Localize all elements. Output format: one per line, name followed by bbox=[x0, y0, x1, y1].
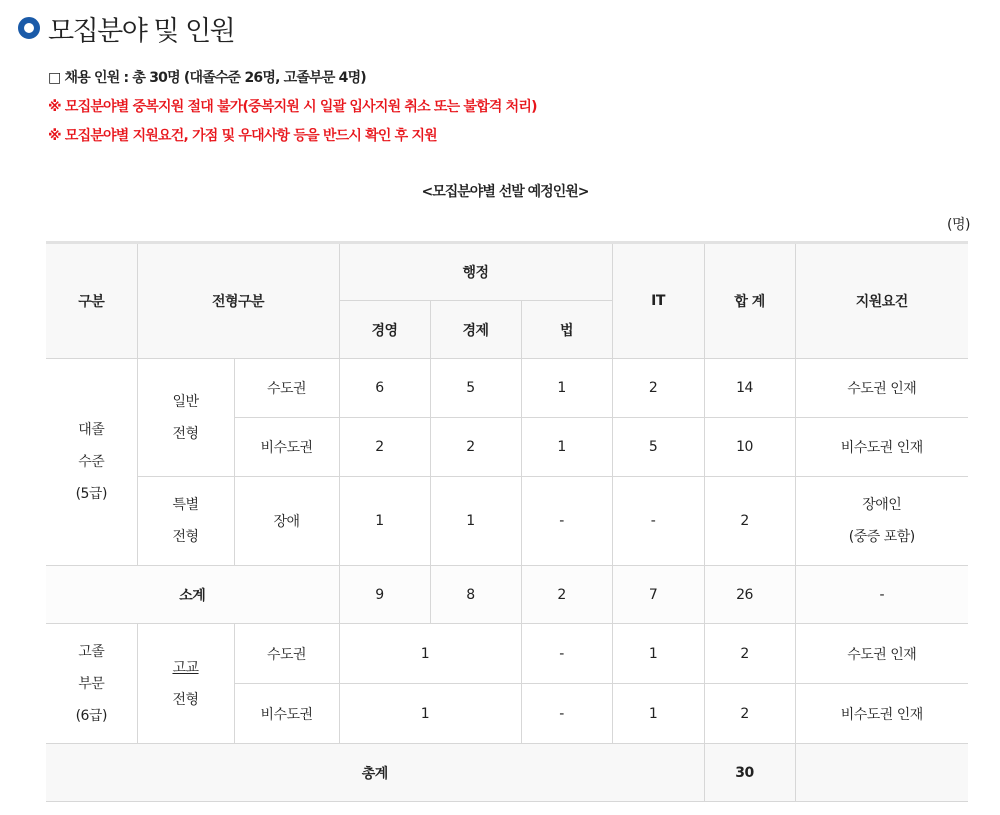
section-title: 모집분야 및 인원 bbox=[48, 15, 235, 47]
table-unit: (명) bbox=[947, 217, 970, 233]
table-caption: <모집분야별 선발 예정인원> bbox=[421, 184, 589, 200]
category-highschool: 고졸 부문 (6급) bbox=[46, 624, 137, 744]
it-cell: 2 bbox=[612, 359, 704, 418]
header-total: 합 계 bbox=[704, 243, 795, 359]
total-cell: 2 bbox=[704, 477, 795, 566]
requirement-cell: 수도권 인재 bbox=[795, 624, 968, 684]
requirement-cell: 장애인 (중증 포함) bbox=[795, 477, 968, 566]
econ-cell: 8 bbox=[430, 566, 521, 624]
law-cell: - bbox=[521, 624, 612, 684]
mgmt-econ-cell: 1 bbox=[339, 684, 521, 744]
region-cell: 수도권 bbox=[234, 359, 339, 418]
requirement-cell: - bbox=[795, 566, 968, 624]
mgmt-cell: 2 bbox=[339, 418, 430, 477]
total-cell: 14 bbox=[704, 359, 795, 418]
header-it: IT bbox=[612, 243, 704, 359]
header-track-type: 전형구분 bbox=[137, 243, 339, 359]
econ-cell: 1 bbox=[430, 477, 521, 566]
header-category: 구분 bbox=[46, 243, 137, 359]
track-highschool: 고교 전형 bbox=[137, 624, 234, 744]
table-row bbox=[46, 624, 968, 684]
section-header bbox=[18, 8, 234, 48]
mgmt-cell: 9 bbox=[339, 566, 430, 624]
subtotal-label: 소계 bbox=[46, 566, 339, 624]
note-headcount: □ 채용 인원 : 총 30명 (대졸수준 26명, 고졸부문 4명) bbox=[48, 70, 366, 86]
it-cell: 7 bbox=[612, 566, 704, 624]
requirement-cell: 비수도권 인재 bbox=[795, 418, 968, 477]
notes-list bbox=[48, 68, 537, 155]
region-cell: 장애 bbox=[234, 477, 339, 566]
header-management: 경영 bbox=[339, 301, 430, 359]
it-cell: 1 bbox=[612, 684, 704, 744]
mgmt-cell: 1 bbox=[339, 477, 430, 566]
track-special: 특별 전형 bbox=[137, 477, 234, 566]
header-requirement: 지원요건 bbox=[795, 243, 968, 359]
law-cell: - bbox=[521, 684, 612, 744]
header-economics: 경제 bbox=[430, 301, 521, 359]
law-cell: 1 bbox=[521, 418, 612, 477]
total-cell: 2 bbox=[704, 684, 795, 744]
region-cell: 수도권 bbox=[234, 624, 339, 684]
note-requirements-warning: ※ 모집분야별 지원요건, 가점 및 우대사항 등을 반드시 확인 후 지원 bbox=[48, 128, 437, 144]
it-cell: 5 bbox=[612, 418, 704, 477]
grand-total-label: 총계 bbox=[46, 744, 704, 802]
table-row bbox=[46, 477, 968, 566]
it-cell: 1 bbox=[612, 624, 704, 684]
econ-cell: 2 bbox=[430, 418, 521, 477]
econ-cell: 5 bbox=[430, 359, 521, 418]
recruitment-table bbox=[46, 241, 968, 802]
law-cell: 1 bbox=[521, 359, 612, 418]
law-cell: - bbox=[521, 477, 612, 566]
law-cell: 2 bbox=[521, 566, 612, 624]
grand-total-value: 30 bbox=[704, 744, 795, 802]
total-cell: 2 bbox=[704, 624, 795, 684]
track-general: 일반 전형 bbox=[137, 359, 234, 477]
grand-total-row bbox=[46, 744, 968, 802]
table-row bbox=[46, 359, 968, 418]
subtotal-row bbox=[46, 566, 968, 624]
circle-bullet-icon bbox=[18, 17, 40, 39]
requirement-cell bbox=[795, 744, 968, 802]
note-duplicate-warning: ※ 모집분야별 중복지원 절대 불가(중복지원 시 일괄 입사지원 취소 또는 불합격 처리) bbox=[48, 99, 537, 115]
total-cell: 10 bbox=[704, 418, 795, 477]
total-cell: 26 bbox=[704, 566, 795, 624]
header-admin: 행정 bbox=[339, 243, 612, 301]
requirement-cell: 비수도권 인재 bbox=[795, 684, 968, 744]
region-cell: 비수도권 bbox=[234, 418, 339, 477]
header-law: 법 bbox=[521, 301, 612, 359]
mgmt-econ-cell: 1 bbox=[339, 624, 521, 684]
requirement-cell: 수도권 인재 bbox=[795, 359, 968, 418]
it-cell: - bbox=[612, 477, 704, 566]
region-cell: 비수도권 bbox=[234, 684, 339, 744]
mgmt-cell: 6 bbox=[339, 359, 430, 418]
category-college: 대졸 수준 (5급) bbox=[46, 359, 137, 566]
